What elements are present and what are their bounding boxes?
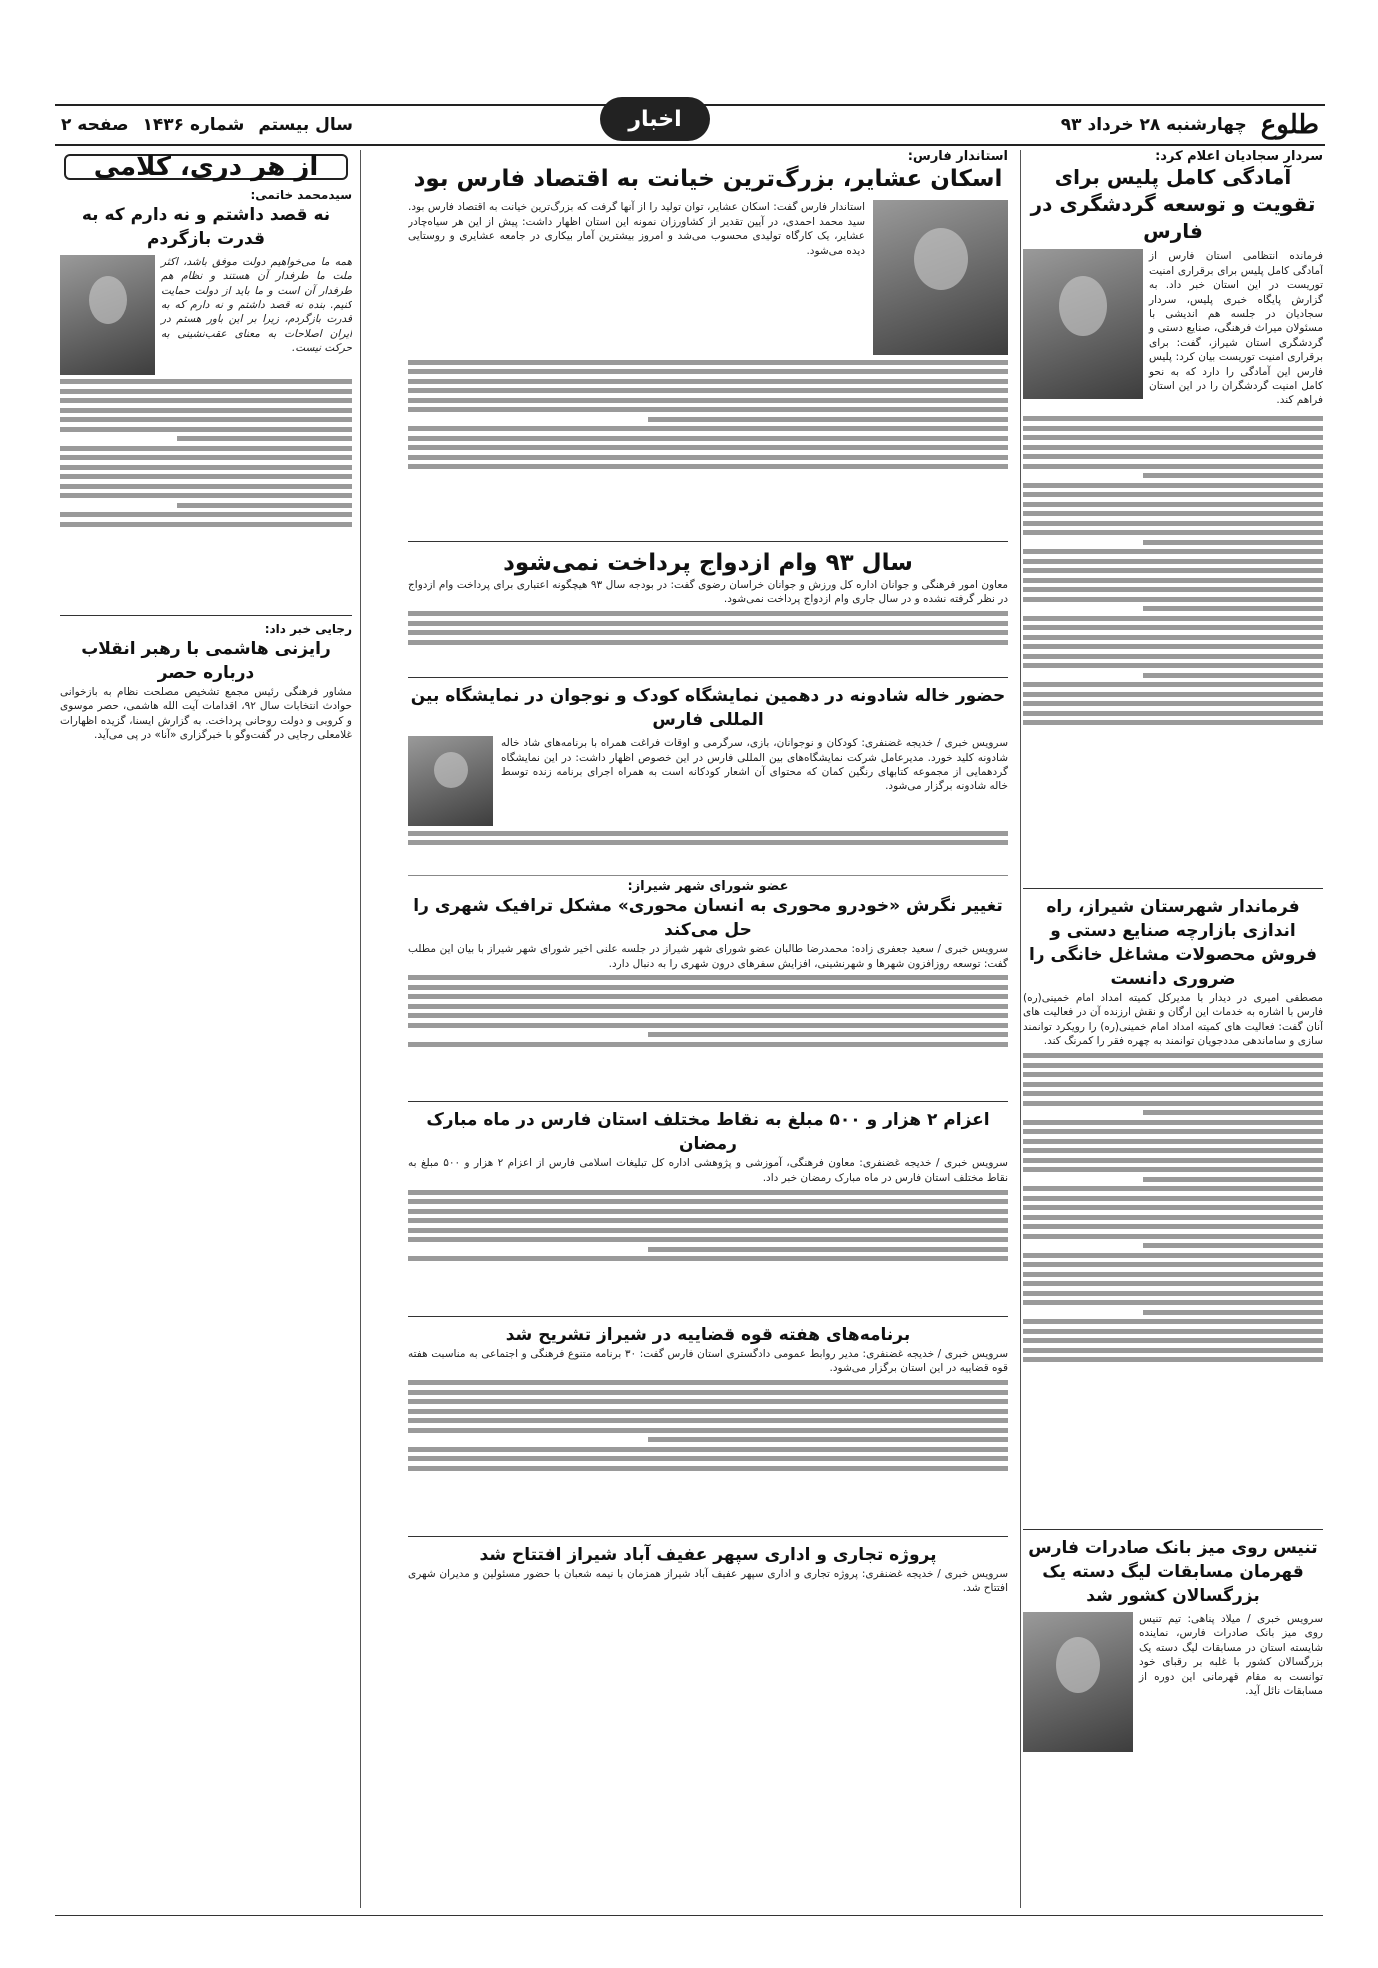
text-line xyxy=(1023,445,1323,450)
headline-nomads: اسکان عشایر، بزرگ‌ترین خیانت به اقتصاد فارس بود xyxy=(413,166,1003,193)
text-line xyxy=(1023,1129,1323,1134)
text-line xyxy=(1023,682,1323,687)
text-line xyxy=(1023,1291,1323,1296)
lead-rajaei: مشاور فرهنگی رئیس مجمع تشخیص مصلحت نظام به بازخوانی حوادث انتخابات سال ۹۲، اقدامات آیت الله هاشمی، حصر موسوی و کروبی و دولت روحانی پرداخت. به گزارش ایسنا، گزیده اظهارات غلامعلی رجایی در گفت‌وگو با خبرگزاری «آنا» در پی می‌آید. xyxy=(60,685,352,741)
headline-rajaei: رایزنی هاشمی با رهبر انقلاب درباره حصر xyxy=(81,638,331,683)
kicker-governor-fars: استاندار فارس: xyxy=(907,150,1008,164)
text-line xyxy=(408,1237,1008,1242)
text-line xyxy=(408,1042,1008,1047)
text-line xyxy=(1023,1091,1323,1096)
text-line xyxy=(408,1447,1008,1452)
text-line xyxy=(1023,426,1323,431)
text-line xyxy=(1143,673,1323,678)
text-line xyxy=(1023,416,1323,421)
text-line xyxy=(1023,644,1323,649)
issue-number: شماره ۱۴۳۶ xyxy=(142,115,245,135)
text-line xyxy=(1143,473,1323,478)
text-line xyxy=(60,455,352,460)
text-line xyxy=(1023,1338,1323,1343)
preachers-body xyxy=(408,1190,1008,1310)
text-line xyxy=(1023,578,1323,583)
text-line xyxy=(1023,1224,1323,1229)
text-line xyxy=(1023,1072,1323,1077)
headline-preachers: اعزام ۲ هزار و ۵۰۰ مبلغ به نقاط مختلف استان فارس در ماه مبارک رمضان xyxy=(426,1110,990,1155)
lead-khatami: همه ما می‌خواهیم دولت موفق باشد، اکثر ملت ما طرفدار آن هستند و نظام هم طرفدار آن است و ما باید از دولت حمایت کنیم. بنده نه قصد داشتم و نه دارم که به قدرت بازگردم، زیرا بر این باور هستم در ایران اصلاحات به معنای عقب‌نشینی به حرکت نیست. xyxy=(161,255,352,355)
text-line xyxy=(1143,1110,1323,1115)
text-line xyxy=(408,369,1008,374)
text-line xyxy=(408,831,1008,836)
text-line xyxy=(1023,1167,1323,1172)
text-line xyxy=(1023,1319,1323,1324)
governor-story-body xyxy=(1023,1053,1323,1523)
text-line xyxy=(408,1013,1008,1018)
lead-police: فرمانده انتظامی استان فارس از آمادگی کامل پلیس برای برقراری امنیت توریست در این استان خبر داد. به گزارش پایگاه خبری پلیس، سردار سجادیان در جلسه هم اندیشی با مسئولان میراث فرهنگی، صنایع دستی و گردشگری استان شیراز، گفت: برای برقراری امنیت توریست بیان کرد: پلیس فارس این آمادگی را دارد که به نحو کامل امنیت گردشگران را در این استان فراهم کند. xyxy=(1149,250,1323,407)
text-line xyxy=(177,436,352,441)
text-line xyxy=(1023,1205,1323,1210)
text-line xyxy=(1023,1158,1323,1163)
text-line xyxy=(60,398,352,403)
text-line xyxy=(1023,568,1323,573)
headline-governor: فرماندار شهرستان شیراز، راه اندازی بازارچه صنایع دستی و فروش محصولات مشاغل خانگی را ضروری دانست xyxy=(1028,896,1318,989)
text-line xyxy=(1023,692,1323,697)
text-line xyxy=(1023,559,1323,564)
year-label: سال بیستم xyxy=(258,115,353,135)
lead-preachers: سرویس خبری / خدیجه غضنفری: معاون فرهنگی، آموزشی و پژوهشی اداره کل تبلیغات اسلامی فارس از اعزام ۲ هزار و ۵۰۰ مبلغ به نقاط مختلف استان فارس در ماه مبارک رمضان خبر داد. xyxy=(408,1157,1008,1184)
issue-date: چهارشنبه ۲۸ خرداد ۹۳ xyxy=(1060,115,1247,135)
left-column xyxy=(60,150,352,1908)
masthead-left xyxy=(55,115,359,135)
text-line xyxy=(1023,1053,1323,1058)
text-line xyxy=(408,630,1008,635)
text-line xyxy=(1023,587,1323,592)
text-line xyxy=(1023,511,1323,516)
text-line xyxy=(1023,1281,1323,1286)
headline-police: آمادگی کامل پلیس برای تقویت و توسعه گردشگری در فارس xyxy=(1030,165,1316,244)
text-line xyxy=(1023,435,1323,440)
text-line xyxy=(408,1409,1008,1414)
text-line xyxy=(408,1004,1008,1009)
right-column xyxy=(1023,150,1323,1908)
text-line xyxy=(1023,502,1323,507)
text-line xyxy=(1023,1262,1323,1267)
text-line xyxy=(408,436,1008,441)
khatami-photo xyxy=(60,255,155,375)
text-line xyxy=(408,1190,1008,1195)
lead-governor: مصطفی امیری در دیدار با مدیرکل کمیته امداد امام خمینی(ره) فارس با اشاره به خدمات این ارگان و نقش ارزنده آن در فعالیت های آنان گفت: فعالیت های کمیته امداد امام خمینی(ره) را رویکرد توانمند سازی و ساماندهی مددجویان توانمند به چهره فقر را کمرنگ کند. xyxy=(1023,991,1323,1048)
newspaper-logo: طلوع xyxy=(1260,110,1319,140)
text-line xyxy=(1023,635,1323,640)
text-line xyxy=(1023,1234,1323,1239)
text-line xyxy=(177,503,352,508)
police-commander-photo xyxy=(1023,249,1143,399)
text-line xyxy=(1023,1101,1323,1106)
text-line xyxy=(408,994,1008,999)
text-line xyxy=(60,379,352,384)
text-line xyxy=(1023,1253,1323,1258)
masthead-right xyxy=(1055,110,1325,140)
text-line xyxy=(1023,483,1323,488)
text-line xyxy=(408,1256,1008,1261)
text-line xyxy=(408,455,1008,460)
text-line xyxy=(1023,530,1323,535)
text-line xyxy=(1023,454,1323,459)
text-line xyxy=(408,1380,1008,1385)
text-line xyxy=(408,640,1008,645)
text-line xyxy=(1023,654,1323,659)
judiciary-body xyxy=(408,1380,1008,1530)
text-line xyxy=(1143,1177,1323,1182)
text-line xyxy=(1023,1148,1323,1153)
text-line xyxy=(408,1418,1008,1423)
page-number: صفحه ۲ xyxy=(61,115,129,135)
text-line xyxy=(60,427,352,432)
text-line xyxy=(1023,464,1323,469)
marriage-loan-body xyxy=(408,611,1008,671)
nomads-story-body xyxy=(408,360,1008,535)
text-line xyxy=(408,611,1008,616)
text-line xyxy=(1023,1196,1323,1201)
text-line xyxy=(408,464,1008,469)
traffic-body xyxy=(408,975,1008,1095)
text-line xyxy=(1143,606,1323,611)
text-line xyxy=(1023,1329,1323,1334)
text-line xyxy=(60,417,352,422)
text-line xyxy=(60,408,352,413)
text-line xyxy=(408,1390,1008,1395)
text-line xyxy=(1023,720,1323,725)
text-line xyxy=(648,1437,1008,1442)
text-line xyxy=(408,445,1008,450)
text-line xyxy=(408,1428,1008,1433)
text-line xyxy=(60,389,352,394)
headline-marriage-loan: سال ۹۳ وام ازدواج پرداخت نمی‌شود xyxy=(503,549,913,576)
text-line xyxy=(408,388,1008,393)
headline-judiciary-week: برنامه‌های هفته قوه قضاییه در شیراز تشریح شد xyxy=(505,1324,911,1345)
text-line xyxy=(1143,1243,1323,1248)
text-line xyxy=(60,512,352,517)
text-line xyxy=(408,1456,1008,1461)
text-line xyxy=(60,474,352,479)
text-line xyxy=(408,398,1008,403)
text-line xyxy=(408,1466,1008,1471)
text-line xyxy=(60,446,352,451)
lead-sepehr-project: سرویس خبری / خدیجه غضنفری: پروژه تجاری و اداری سپهر عفیف آباد شیراز همزمان با نیمه شعبان با حضور مسئولین و مدیران شهری افتتاح شد. xyxy=(408,1568,1008,1595)
text-line xyxy=(60,522,352,527)
police-story-body xyxy=(1023,412,1323,882)
lead-nomads: استاندار فارس گفت: اسکان عشایر، توان تولید را از آنها گرفت که بزرگ‌ترین خیانت به اقتصاد فارس بود. سید محمد احمدی، در آیین تقدیر از کشاورزان نمونه این استان اظهار داشت: پیش از این هر سیاه‌چادر عشایر، یک کارگاه تولیدی محسوب می‌شد و امروز بیشترین آمار بیکاری در جامعه عشایری و روستایی دیده می‌شود. xyxy=(408,201,865,257)
text-line xyxy=(1023,1139,1323,1144)
headline-traffic: تغییر نگرش «خودرو محوری به انسان محوری» مشکل ترافیک شهری را حل می‌کند xyxy=(413,896,1003,941)
text-line xyxy=(60,465,352,470)
section-title: اخبار xyxy=(600,97,710,141)
khatami-body xyxy=(60,379,352,609)
text-line xyxy=(1023,1348,1323,1353)
text-line xyxy=(408,985,1008,990)
text-line xyxy=(408,1228,1008,1233)
text-line xyxy=(408,621,1008,626)
text-line xyxy=(408,426,1008,431)
lead-exhibition: سرویس خبری / خدیجه غضنفری: کودکان و نوجوانان، بازی، سرگرمی و اوقات فراغت همراه با برنامه‌های شاد خاله شادونه کلید خورد. مدیرعامل شرکت نمایشگاه‌های بین المللی فارس در این خصوص اظهار داشت: در این نمایشگاه گردهمایی از مجموعه کتابهای رنگین کمان که محتوای آن اشعار کودکانه است به همراه اجرای برنامه زنده توسط خاله شادونه برگزار می‌شود. xyxy=(501,737,1008,793)
text-line xyxy=(1023,625,1323,630)
lead-traffic: سرویس خبری / سعید جعفری زاده: محمدرضا طالبان عضو شورای شهر شیراز در جلسه علنی اخیر شورای شهر شیراز با بیان این مطلب گفت: توسعه روزافزون شهرها و شهرنشینی، افزایش سفرهای درون شهری را به دنبال دارد. xyxy=(408,943,1008,970)
text-line xyxy=(648,1247,1008,1252)
text-line xyxy=(1023,1357,1323,1362)
exhibition-photo xyxy=(408,736,493,826)
text-line xyxy=(648,417,1008,422)
text-line xyxy=(1023,1300,1323,1305)
text-line xyxy=(408,1209,1008,1214)
text-line xyxy=(1023,1215,1323,1220)
kicker-city-council: عضو شورای شهر شیراز: xyxy=(627,878,789,894)
text-line xyxy=(408,1023,1008,1028)
column-section-title: از هر دری، کلامی xyxy=(64,154,348,180)
text-line xyxy=(1023,597,1323,602)
text-line xyxy=(1023,1120,1323,1125)
text-line xyxy=(1023,1082,1323,1087)
text-line xyxy=(1143,540,1323,545)
text-line xyxy=(408,360,1008,365)
text-line xyxy=(408,1218,1008,1223)
text-line xyxy=(1023,549,1323,554)
author-rajaei: رجایی خبر داد: xyxy=(264,622,352,637)
text-line xyxy=(1023,616,1323,621)
text-line xyxy=(408,407,1008,412)
headline-exhibition: حضور خاله شادونه در دهمین نمایشگاه کودک و نوجوان در نمایشگاه بین المللی فارس xyxy=(410,686,1006,731)
text-line xyxy=(1023,701,1323,706)
headline-table-tennis: تنیس روی میز بانک صادرات فارس قهرمان مسابقات لیگ دسته یک بزرگسالان کشور شد xyxy=(1028,1538,1318,1606)
text-line xyxy=(408,975,1008,980)
text-line xyxy=(1023,492,1323,497)
text-line xyxy=(1143,1310,1323,1315)
center-column xyxy=(408,150,1008,1908)
lead-judiciary-week: سرویس خبری / خدیجه غضنفری: مدیر روابط عمومی دادگستری استان فارس گفت: ۳۰ برنامه متنوع فرهنگی و اجتماعی به مناسبت هفته قوه قضاییه در این استان برگزار می‌شود. xyxy=(408,1347,1008,1375)
text-line xyxy=(1023,1186,1323,1191)
text-line xyxy=(408,1399,1008,1404)
text-line xyxy=(1023,521,1323,526)
text-line xyxy=(408,1199,1008,1204)
author-khatami: سیدمحمد خاتمی: xyxy=(250,188,352,203)
text-line xyxy=(1023,711,1323,716)
text-line xyxy=(648,1032,1008,1037)
text-line xyxy=(60,493,352,498)
text-line xyxy=(1023,663,1323,668)
headline-khatami: نه قصد داشتم و نه دارم که به قدرت بازگردم xyxy=(81,204,331,249)
text-line xyxy=(1023,1272,1323,1277)
governor-photo xyxy=(873,200,1008,355)
exhibition-body xyxy=(408,831,1008,871)
text-line xyxy=(408,379,1008,384)
text-line xyxy=(60,484,352,489)
text-line xyxy=(408,840,1008,845)
kicker-police: سردار سجادیان اعلام کرد: xyxy=(1155,150,1323,164)
lead-marriage-loan: معاون امور فرهنگی و جوانان اداره کل ورزش و جوانان خراسان رضوی گفت: در بودجه سال ۹۳ هیچگونه اعتباری برای پرداخت وام ازدواج در نظر گرفته نشده و در سال جاری وام ازدواج پرداخت نمی‌شود. xyxy=(408,578,1008,606)
headline-sepehr-project: پروژه تجاری و اداری سپهر عفیف آباد شیراز افتتاح شد xyxy=(479,1545,937,1566)
lead-table-tennis: سرویس خبری / میلاد پناهی: تیم تنیس روی میز بانک صادرات فارس، نماینده شایسته استان در مسابقات لیگ دسته یک بزرگسالان کشور با غلبه بر رقبای خود توانست به مقام قهرمانی این دوره از مسابقات نائل آید. xyxy=(1139,1613,1323,1698)
text-line xyxy=(1023,1063,1323,1068)
table-tennis-photo xyxy=(1023,1612,1133,1752)
